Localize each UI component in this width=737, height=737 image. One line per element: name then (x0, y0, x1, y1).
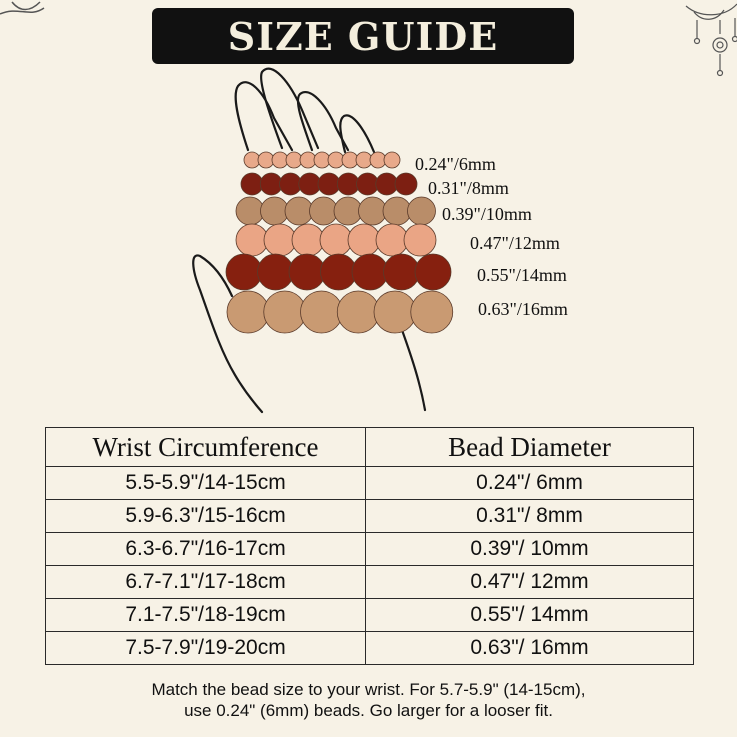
bead (236, 197, 264, 225)
bead-cell: 0.31"/ 8mm (366, 500, 694, 533)
bead (301, 291, 343, 333)
bead-cell: 0.47"/ 12mm (366, 566, 694, 599)
bead (280, 173, 302, 195)
table-row (46, 500, 694, 533)
wrist-cell: 5.5-5.9"/14-15cm (46, 467, 366, 500)
lotus-pendant-icon (686, 4, 737, 76)
bead (261, 197, 289, 225)
fit-note-line-1: Match the bead size to your wrist. For 5.7-5.9" (14-15cm), (151, 680, 586, 699)
bead (318, 173, 340, 195)
wrist-cell: 7.1-7.5"/18-19cm (46, 599, 366, 632)
bead (348, 224, 380, 256)
bead-cell: 0.39"/ 10mm (366, 533, 694, 566)
wrist-cell: 7.5-7.9"/19-20cm (46, 632, 366, 665)
bead (299, 173, 321, 195)
bead-cell: 0.63"/ 16mm (366, 632, 694, 665)
table-row (46, 533, 694, 566)
bead (383, 197, 411, 225)
bead-label-14mm: 0.55"/14mm (477, 265, 567, 285)
bead (236, 224, 268, 256)
bead-label-16mm: 0.63"/16mm (478, 299, 568, 319)
bead (292, 224, 324, 256)
bead (408, 197, 436, 225)
header-wrist-circumference: Wrist Circumference (46, 428, 366, 467)
bead (285, 197, 313, 225)
bead (384, 254, 420, 290)
table-row (46, 599, 694, 632)
bead (264, 291, 306, 333)
bead (321, 254, 357, 290)
bead (352, 254, 388, 290)
bead (289, 254, 325, 290)
bead (334, 197, 362, 225)
bead-cell: 0.55"/ 14mm (366, 599, 694, 632)
bead (411, 291, 453, 333)
bead-cell: 0.24"/ 6mm (366, 467, 694, 500)
table-row (46, 467, 694, 500)
table-row (46, 566, 694, 599)
header-bead-diameter: Bead Diameter (366, 428, 694, 467)
bead (260, 173, 282, 195)
fit-note-line-2: use 0.24" (6mm) beads. Go larger for a looser fit. (184, 701, 553, 720)
bead-rows (226, 152, 453, 333)
table-row (46, 632, 694, 665)
bead (337, 291, 379, 333)
floral-flourish-icon (0, 2, 44, 14)
bead (241, 173, 263, 195)
bead (337, 173, 359, 195)
bead (226, 254, 262, 290)
bead-label-6mm: 0.24"/6mm (415, 154, 496, 174)
bead (310, 197, 338, 225)
fit-note (0, 679, 737, 721)
bead (359, 197, 387, 225)
bead-label-10mm: 0.39"/10mm (442, 204, 532, 224)
wrist-cell: 6.3-6.7"/16-17cm (46, 533, 366, 566)
title-banner (152, 8, 574, 64)
bead (376, 224, 408, 256)
bead (264, 224, 296, 256)
bead (258, 254, 294, 290)
wrist-cell: 5.9-6.3"/15-16cm (46, 500, 366, 533)
bead (227, 291, 269, 333)
bead (374, 291, 416, 333)
bead (320, 224, 352, 256)
table-header-row (46, 428, 694, 467)
bead (404, 224, 436, 256)
page-title: SIZE GUIDE (227, 13, 499, 59)
bead (357, 173, 379, 195)
size-table (45, 427, 694, 665)
bead (384, 152, 400, 168)
bead (376, 173, 398, 195)
bead-label-8mm: 0.31"/8mm (428, 178, 509, 198)
wrist-cell: 6.7-7.1"/17-18cm (46, 566, 366, 599)
bead (395, 173, 417, 195)
bead-label-12mm: 0.47"/12mm (470, 233, 560, 253)
bead (415, 254, 451, 290)
